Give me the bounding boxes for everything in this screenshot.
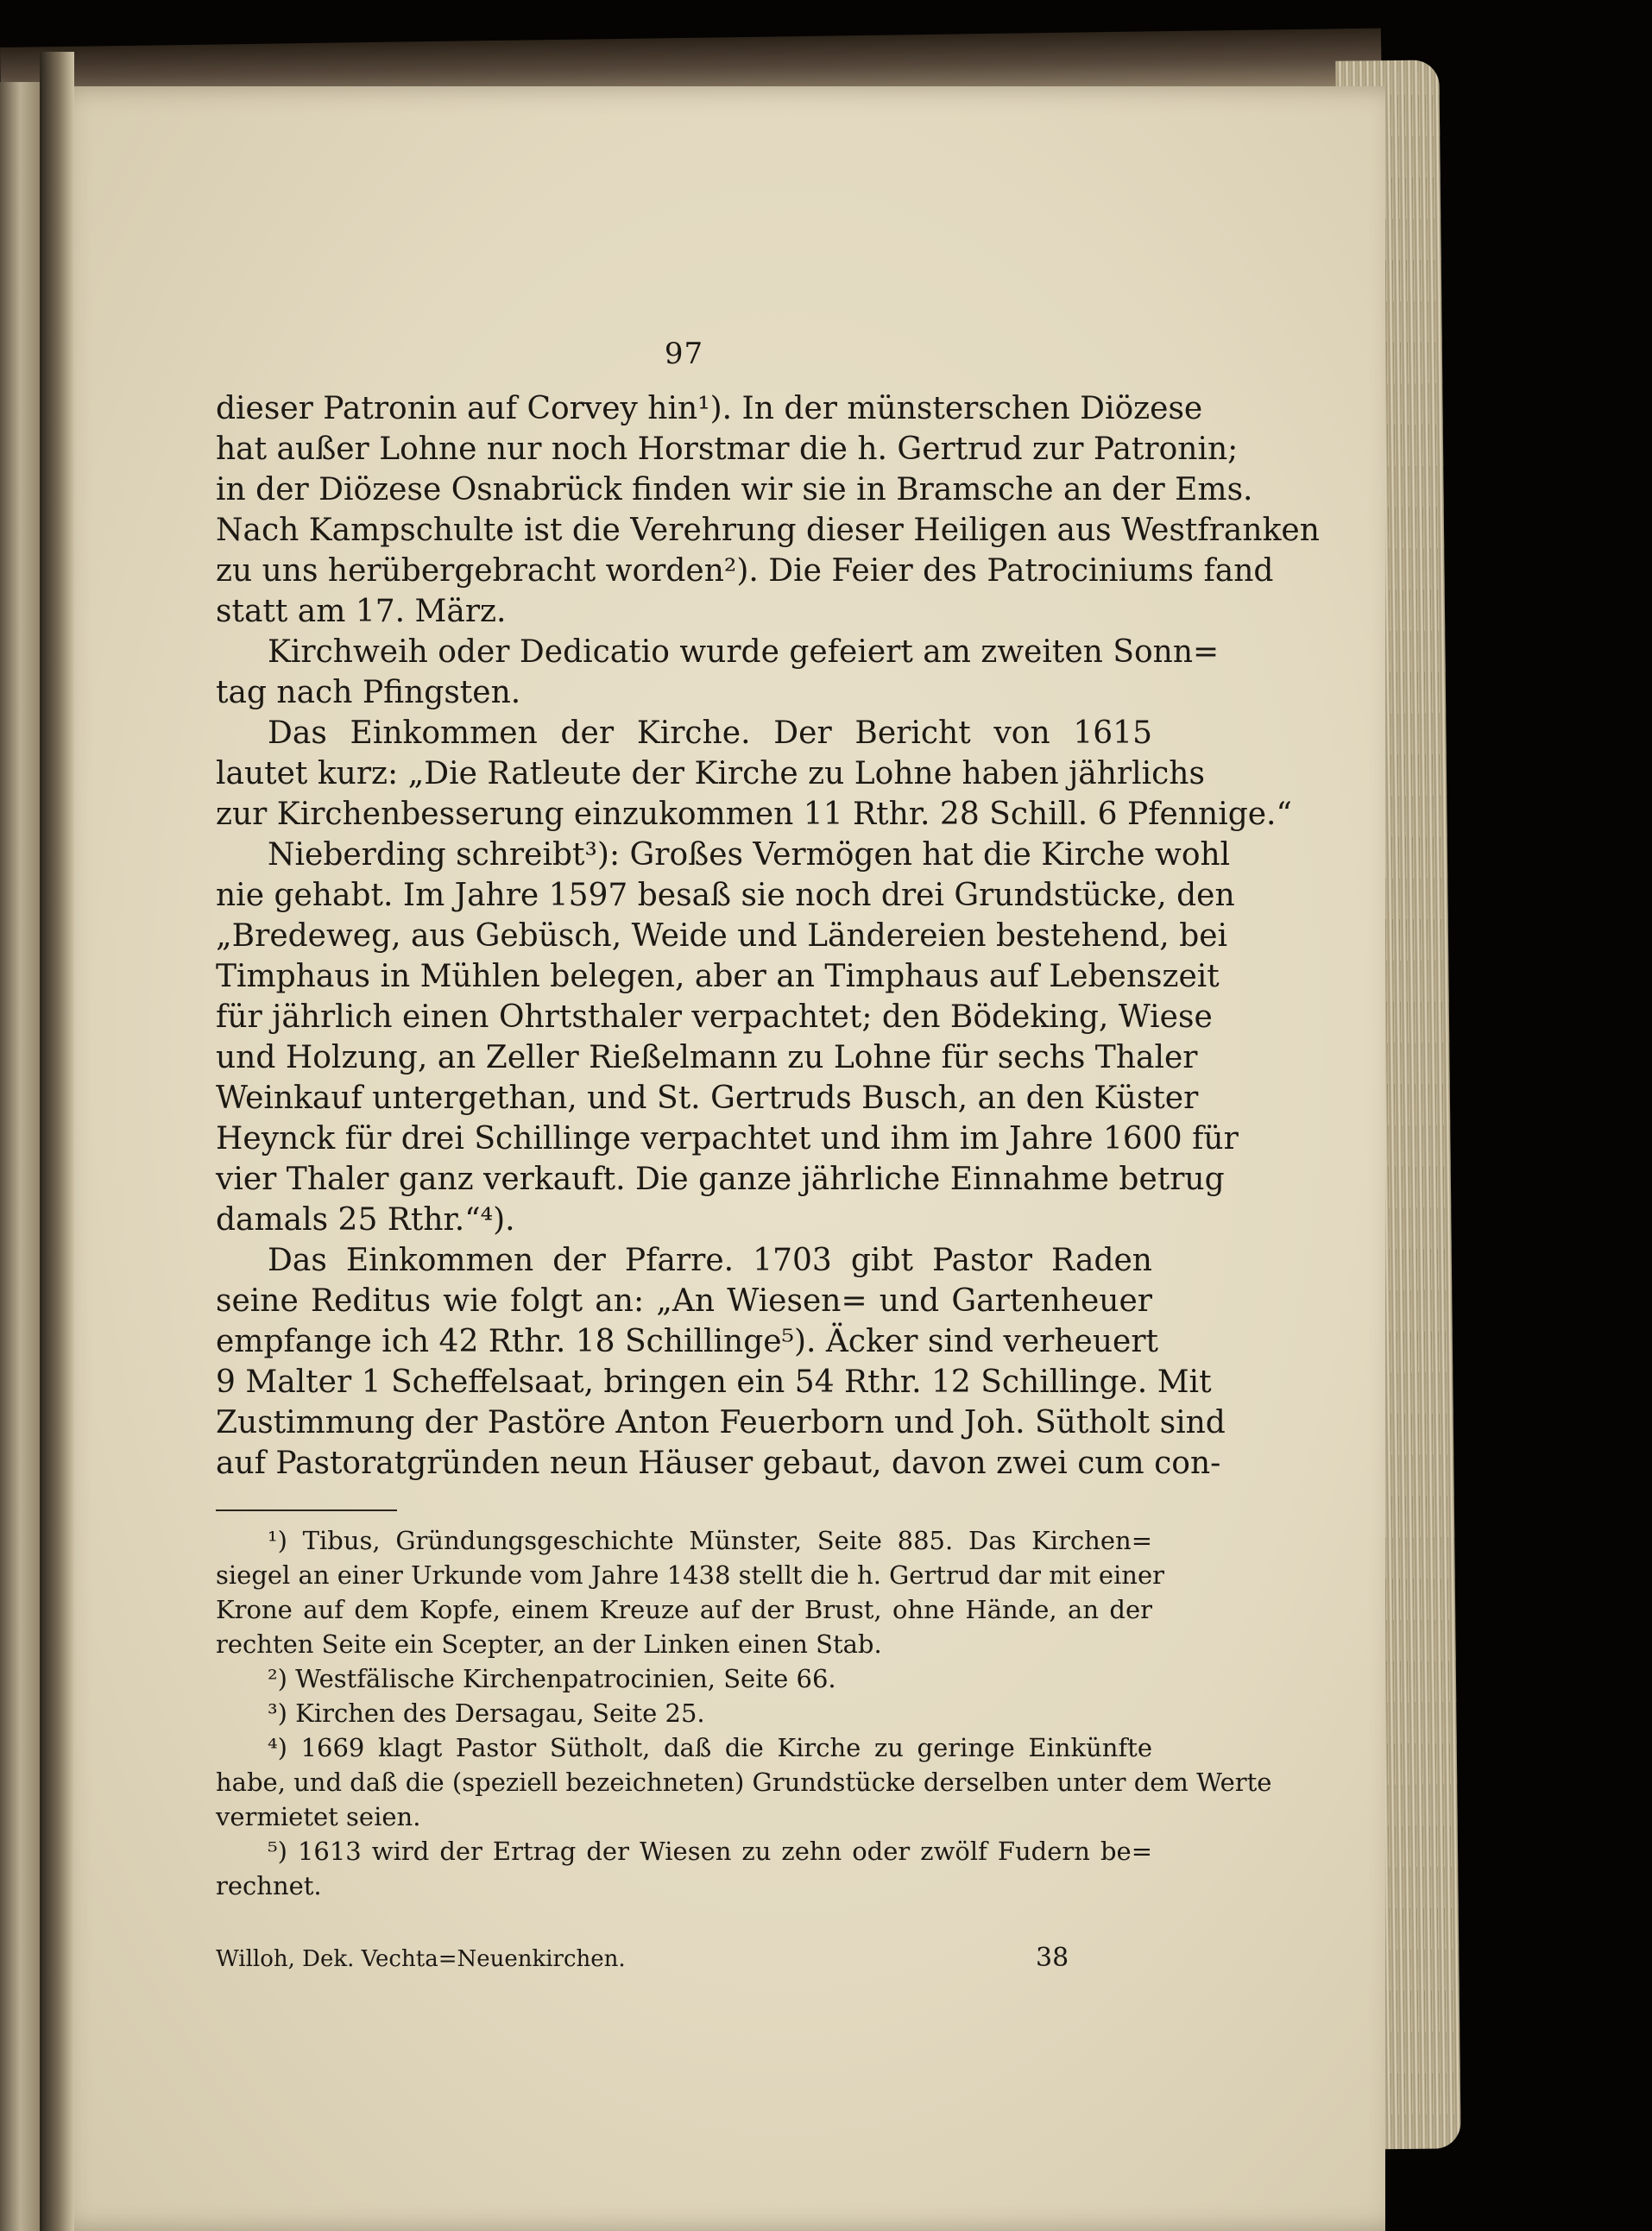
page-gutter [40, 52, 74, 2231]
book-page [52, 86, 1385, 2231]
body-line: hat außer Lohne nur noch Horstmar die h. Gertrud zur Patronin; [216, 432, 1239, 467]
footnote-line: ⁴) 1669 klagt Pastor Sütholt, daß die Kirche zu geringe Einkünfte [268, 1733, 1152, 1762]
footer-sheet-number: 38 [1036, 1943, 1069, 1973]
footer-signature: Willoh, Dek. Vechta=Neuenkirchen. [216, 1946, 626, 1972]
footnote-line: ⁵) 1613 wird der Ertrag der Wiesen zu zehn oder zwölf Fudern be= [268, 1837, 1152, 1866]
body-line: in der Diözese Osnabrück finden wir sie in Bramsche an der Ems. [216, 472, 1253, 507]
body-line: zur Kirchenbesserung einzukommen 11 Rthr. 28 Schill. 6 Pfennige.“ [216, 797, 1292, 832]
body-line: zu uns herübergebracht worden²). Die Feier des Patrociniums fand [216, 553, 1274, 589]
body-line: Zustimmung der Pastöre Anton Feuerborn und Joh. Sütholt sind [216, 1405, 1226, 1440]
body-line: und Holzung, an Zeller Rießelmann zu Lohne für sechs Thaler [216, 1040, 1198, 1075]
footnote-line: ³) Kirchen des Dersagau, Seite 25. [268, 1698, 705, 1728]
body-line: Timphaus in Mühlen belegen, aber an Timphaus auf Lebenszeit [216, 959, 1220, 994]
body-line: damals 25 Rthr.“⁴). [216, 1202, 515, 1238]
body-line: Das Einkommen der Kirche. Der Bericht von 1615 [268, 715, 1152, 751]
body-line: Nach Kampschulte ist die Verehrung dieser Heiligen aus Westfranken [216, 513, 1320, 548]
body-line: nie gehabt. Im Jahre 1597 besaß sie noch drei Grundstücke, den [216, 878, 1235, 913]
body-line: „Bredeweg, aus Gebüsch, Weide und Ländereien bestehend, bei [216, 918, 1228, 954]
footnote-line: Krone auf dem Kopfe, einem Kreuze auf der Brust, ohne Hände, an der [216, 1595, 1152, 1624]
body-line: empfange ich 42 Rthr. 18 Schillinge⁵). Äcker sind verheuert [216, 1324, 1159, 1359]
footnote-line: siegel an einer Urkunde vom Jahre 1438 stellt die h. Gertrud dar mit einer [216, 1560, 1165, 1590]
body-line: auf Pastoratgründen neun Häuser gebaut, davon zwei cum con- [216, 1446, 1221, 1481]
body-line: Das Einkommen der Pfarre. 1703 gibt Pastor Raden [268, 1243, 1152, 1278]
footnote-rule [216, 1509, 397, 1511]
footnote-line: rechten Seite ein Scepter, an der Linken einen Stab. [216, 1629, 882, 1659]
body-line: vier Thaler ganz verkauft. Die ganze jährliche Einnahme betrug [216, 1162, 1225, 1197]
footnote-line: ¹) Tibus, Gründungsgeschichte Münster, Seite 885. Das Kirchen= [268, 1526, 1152, 1555]
body-line: Heynck für drei Schillinge verpachtet und ihm im Jahre 1600 für [216, 1121, 1239, 1156]
body-line: Kirchweih oder Dedicatio wurde gefeiert am zweiten Sonn= [268, 634, 1220, 670]
body-line: für jährlich einen Ohrtsthaler verpachtet; den Bödeking, Wiese [216, 999, 1213, 1035]
body-line: dieser Patronin auf Corvey hin¹). In der münsterschen Diözese [216, 391, 1203, 426]
body-line: Nieberding schreibt³): Großes Vermögen hat die Kirche wohl [268, 837, 1231, 873]
body-line: seine Reditus wie folgt an: „An Wiesen= und Gartenheuer [216, 1283, 1152, 1319]
body-line: tag nach Pfingsten. [216, 675, 521, 710]
body-line: 9 Malter 1 Scheffelsaat, bringen ein 54 Rthr. 12 Schillinge. Mit [216, 1364, 1212, 1400]
left-page-edge [0, 82, 45, 2231]
footnote-line: habe, und daß die (speziell bezeichneten) Grundstücke derselben unter dem Werte [216, 1768, 1272, 1797]
body-line: statt am 17. März. [216, 594, 507, 629]
footnote-line: rechnet. [216, 1871, 322, 1900]
page-number: 97 [664, 337, 704, 371]
footnote-line: ²) Westfälische Kirchenpatrocinien, Seite 66. [268, 1664, 836, 1693]
body-line: Weinkauf untergethan, und St. Gertruds Busch, an den Küster [216, 1081, 1199, 1116]
body-line: lautet kurz: „Die Ratleute der Kirche zu Lohne haben jährlichs [216, 756, 1205, 791]
footnote-line: vermietet seien. [216, 1802, 421, 1831]
